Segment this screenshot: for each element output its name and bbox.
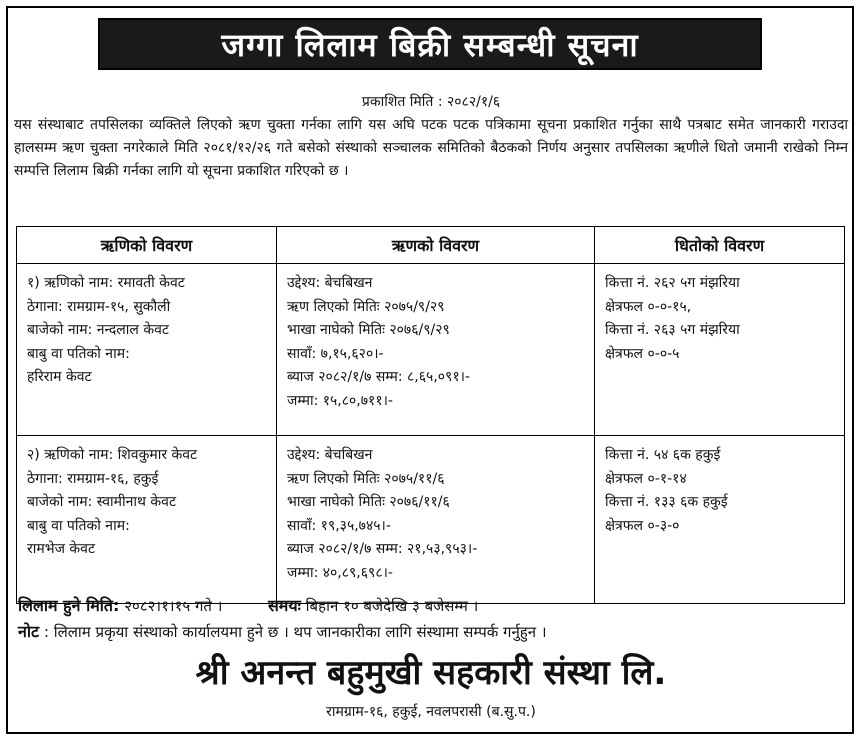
due-date: भाखा नाघेको मितिः २०७६/११/६ bbox=[287, 494, 450, 510]
note-label: नोट bbox=[18, 622, 40, 641]
interest: ब्याज २०८२/१/७ सम्म: २१,५३,९५३।- bbox=[287, 541, 478, 557]
table-row bbox=[17, 436, 845, 604]
father-husband-name: हरिराम केवट bbox=[27, 369, 92, 385]
plot-area: क्षेत्रफल ०-०-१५, bbox=[605, 298, 692, 315]
father-husband-name: रामभेज केवट bbox=[27, 541, 95, 557]
auction-schedule bbox=[18, 594, 478, 616]
auction-date-label: लिलाम हुने मिति: bbox=[18, 596, 120, 615]
borrower-address: ठेगाना: रामग्राम-१६, हकुई bbox=[27, 470, 159, 487]
collateral-cell bbox=[595, 264, 845, 436]
published-label: प्रकाशित मिति : bbox=[361, 94, 443, 110]
plot-area: क्षेत्रफल ०-३-० bbox=[605, 517, 680, 534]
plot-number: कित्ता नं. २६२ ५ग मंझरिया bbox=[605, 275, 740, 291]
auction-time-label: समयः bbox=[267, 596, 301, 615]
total: जम्मा: ४०,८९,६९८।- bbox=[287, 564, 393, 581]
notice-title: जग्गा लिलाम बिक्री सम्बन्धी सूचना bbox=[98, 18, 762, 70]
auction-time-value: बिहान १० बजेदेखि ३ बजेसम्म । bbox=[305, 597, 479, 615]
loan-purpose: उद्देश्य: बेचबिखन bbox=[287, 447, 373, 463]
organization-name: श्री अनन्त बहुमुखी सहकारी संस्था लि. bbox=[195, 653, 667, 693]
table-header-row bbox=[17, 227, 845, 264]
intro-paragraph: यस संस्थाबाट तपसिलका व्यक्तिले लिएको ऋण चुक्ता गर्नका लागि यस अघि पटक पटक पत्रिकामा सूचना प्रकाशित गर्नुका साथै पत्रबाट समेत जानकारी गराउदा हालसम्म ऋण चुक्ता नगरेकाले मिति २०८१/१२/२६ गते बसेको संस्थाको सञ्चालक समितिको बैठकको निर्णय अनुसार तपसिलका ऋणीले धितो जमानी राखेको निम्न सम्पत्ति लिलाम बिक्री गर्नका लागि यो सूचना प्रकाशित गरिएको छ । bbox=[14, 117, 848, 179]
plot-number: कित्ता नं. २६३ ५ग मंझरिया bbox=[605, 322, 740, 338]
loan-cell bbox=[277, 264, 595, 436]
borrower-cell bbox=[17, 436, 277, 604]
auction-date-value: २०८२।१।१५ गते । bbox=[124, 597, 223, 615]
loan-cell bbox=[277, 436, 595, 604]
plot-number: कित्ता नं. ५४ ६क हकुई bbox=[605, 447, 721, 463]
loan-date: ऋण लिएको मितिः २०७५/११/६ bbox=[287, 470, 445, 487]
borrower-name: १) ऋणिको नाम: रमावती केवट bbox=[27, 275, 185, 291]
collateral-cell bbox=[595, 436, 845, 604]
published-date: २०८२/१/६ bbox=[447, 94, 501, 110]
loan-date: ऋण लिएको मितिः २०७५/९/२९ bbox=[287, 298, 445, 315]
loan-purpose: उद्देश्य: बेचबिखन bbox=[287, 275, 373, 291]
plot-area: क्षेत्रफल ०-१-१४ bbox=[605, 470, 687, 487]
grandfather-name: बाजेको नाम: नन्दलाल केवट bbox=[27, 322, 169, 338]
borrower-cell bbox=[17, 264, 277, 436]
principal: सावाँ: ७,१५,६२०।- bbox=[287, 345, 384, 362]
header-loan-details: ऋणको विवरण bbox=[277, 227, 595, 264]
table-row bbox=[17, 264, 845, 436]
principal: सावाँ: १९,३५,७४५।- bbox=[287, 517, 391, 534]
total: जम्मा: १५,८०,७११।- bbox=[287, 392, 393, 409]
father-husband-label: बाबु वा पतिको नाम: bbox=[27, 345, 130, 362]
plot-number: कित्ता नं. १३३ ६क हकुई bbox=[605, 494, 728, 510]
note-text: : लिलाम प्रकृया संस्थाको कार्यालयमा हुने छ । थप जानकारीका लागि संस्थामा सम्पर्क गर्नुहुन । bbox=[43, 623, 547, 641]
interest: ब्याज २०८२/१/७ सम्म: ८,६५,०९१।- bbox=[287, 369, 470, 385]
plot-area: क्षेत्रफल ०-०-५ bbox=[605, 345, 680, 362]
organization-address: रामग्राम-१६, हकुई, नवलपरासी (ब.सु.प.) bbox=[326, 704, 536, 720]
borrower-address: ठेगाना: रामग्राम-१५, सुकौली bbox=[27, 298, 171, 315]
due-date: भाखा नाघेको मितिः २०७६/९/२९ bbox=[287, 322, 450, 338]
published-date-line bbox=[0, 92, 862, 111]
note-line bbox=[18, 620, 547, 642]
header-borrower-details: ऋणिको विवरण bbox=[17, 227, 277, 264]
father-husband-label: बाबु वा पतिको नाम: bbox=[27, 517, 130, 534]
auction-details-table bbox=[16, 226, 845, 604]
header-collateral-details: धितोको विवरण bbox=[595, 227, 845, 264]
borrower-name: २) ऋणिको नाम: शिवकुमार केवट bbox=[27, 447, 198, 463]
grandfather-name: बाजेको नाम: स्वामीनाथ केवट bbox=[27, 494, 177, 510]
